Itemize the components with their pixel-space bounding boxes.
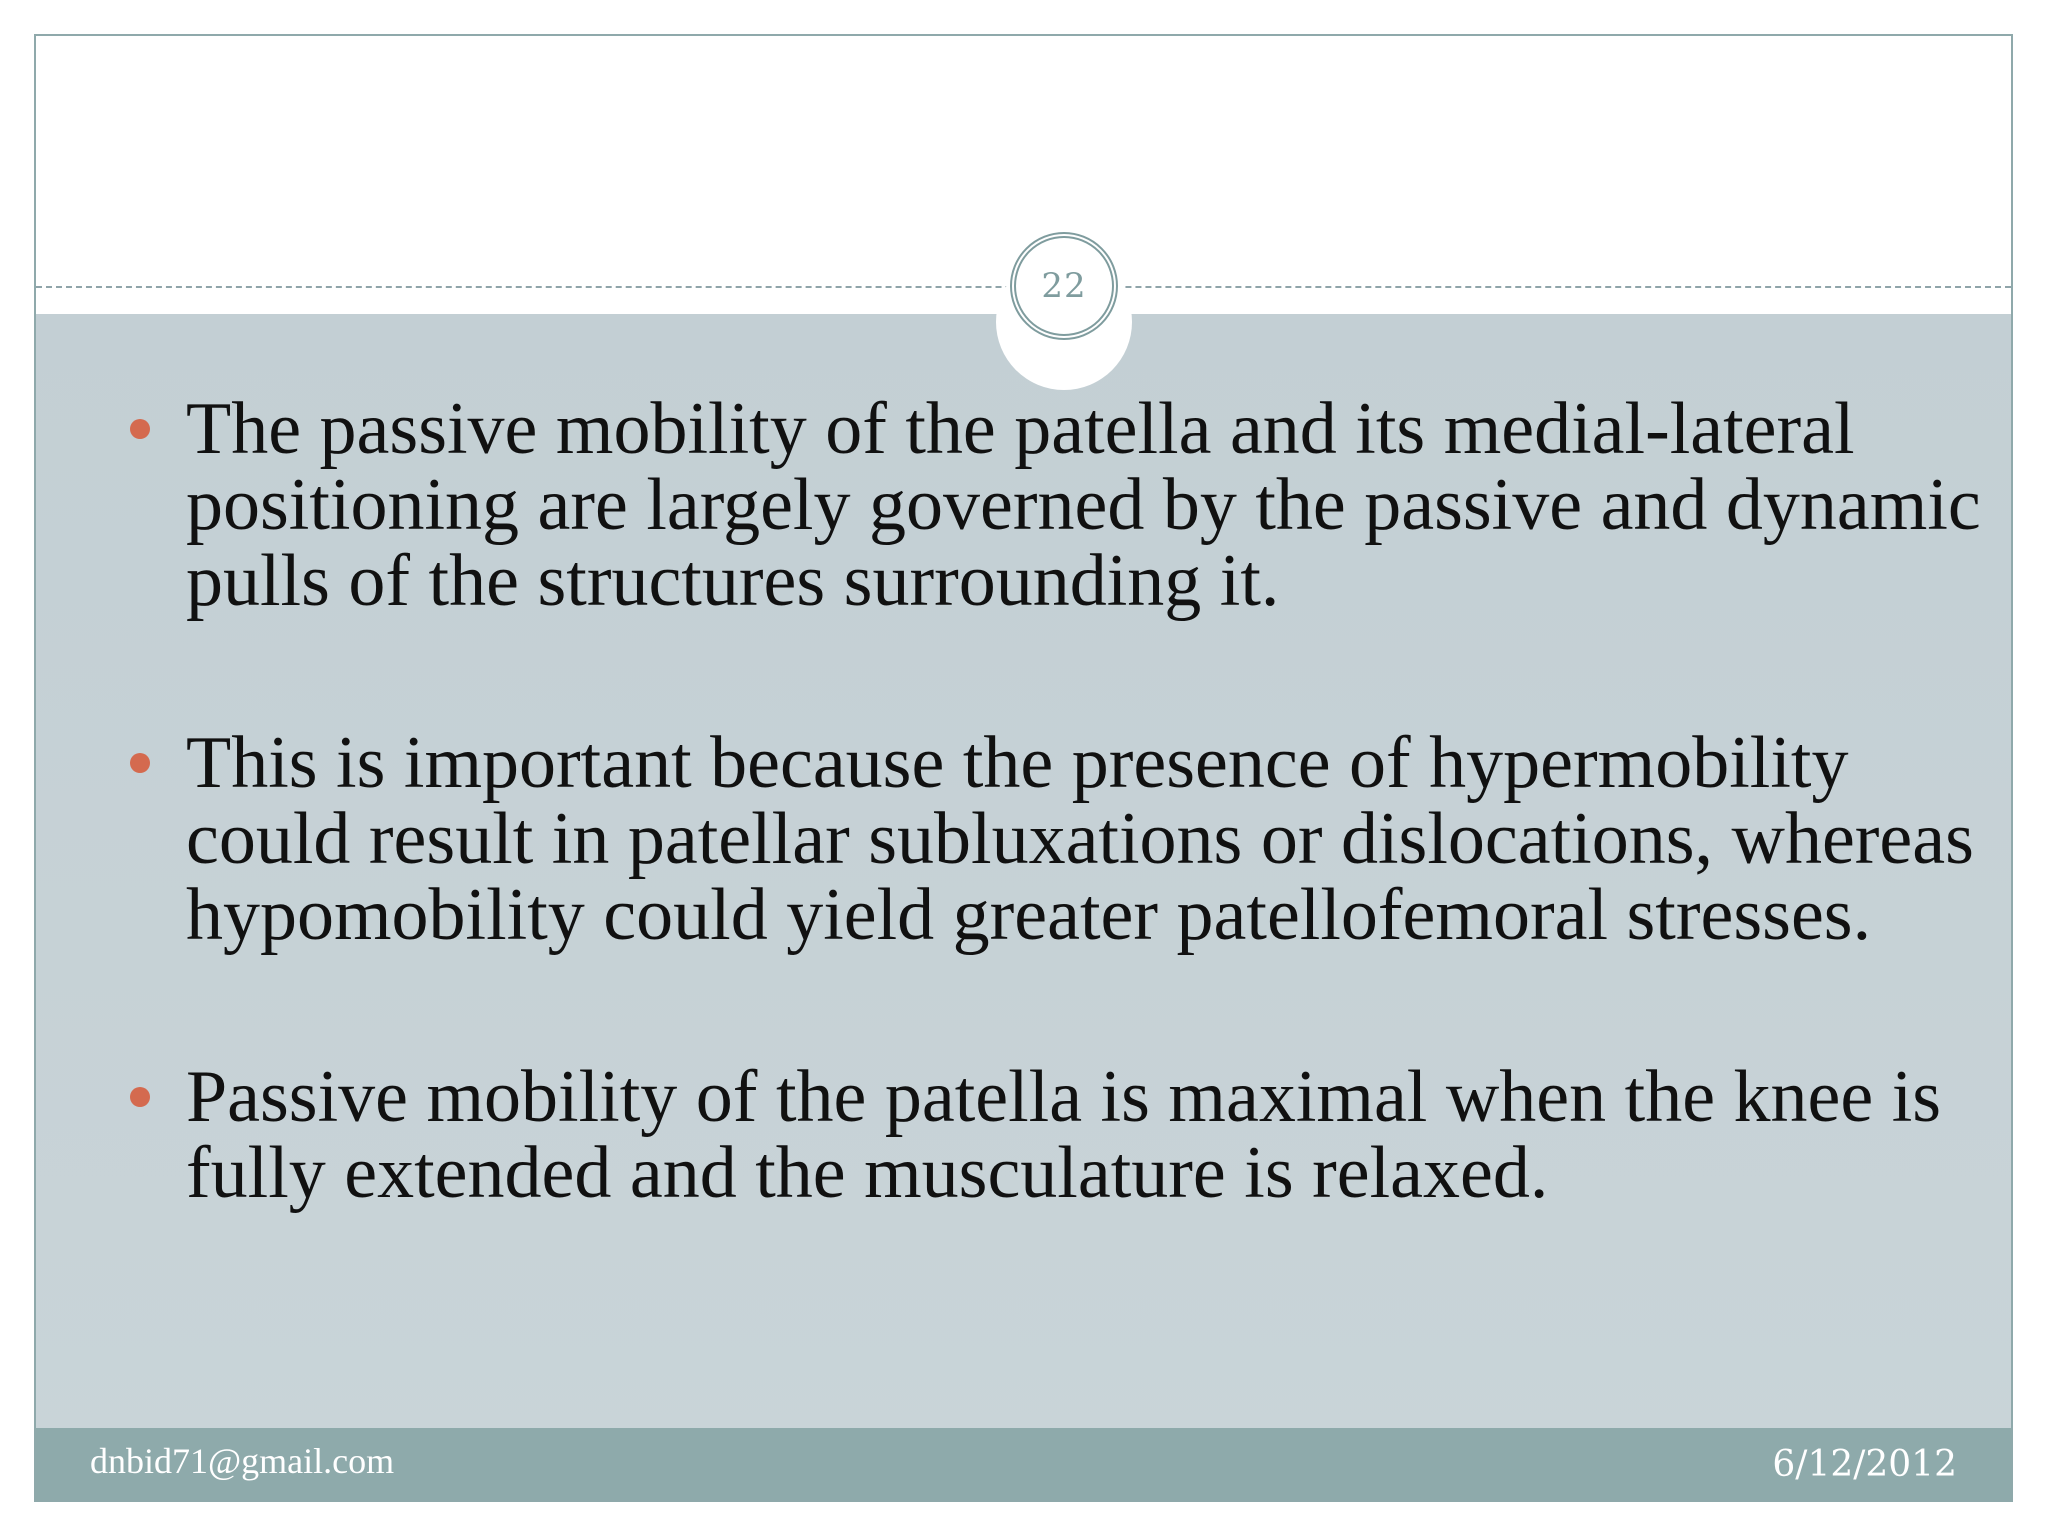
bullet-item: [126, 1056, 2006, 1214]
footer-date: 6/12/2012: [1772, 1444, 1957, 1485]
footer-email: dnbid71@gmail.com: [90, 1441, 395, 1481]
slide-frame: [34, 34, 2013, 1502]
bullet-text: This is important because the presence of hypermobility could result in patellar subluxations or dislocations, whereas hypomobility could yield greater patellofemoral stresses.: [186, 722, 1974, 956]
bullet-item: [126, 388, 2006, 622]
bullet-text: The passive mobility of the patella and its medial-lateral positioning are largely governed by the passive and dynamic pulls of the structures surrounding it.: [186, 388, 1981, 622]
footer-bar: [36, 1428, 2011, 1500]
bullet-text: Passive mobility of the patella is maximal when the knee is fully extended and the musculature is relaxed.: [186, 1056, 1942, 1214]
slide-number: 22: [1041, 266, 1087, 306]
bullet-dot-icon: [130, 753, 150, 773]
bullet-dot-icon: [130, 1087, 150, 1107]
bullet-item: [126, 722, 2006, 956]
slide-number-badge: [1010, 232, 1118, 340]
bullet-dot-icon: [130, 419, 150, 439]
bullet-list: [126, 388, 2006, 1214]
